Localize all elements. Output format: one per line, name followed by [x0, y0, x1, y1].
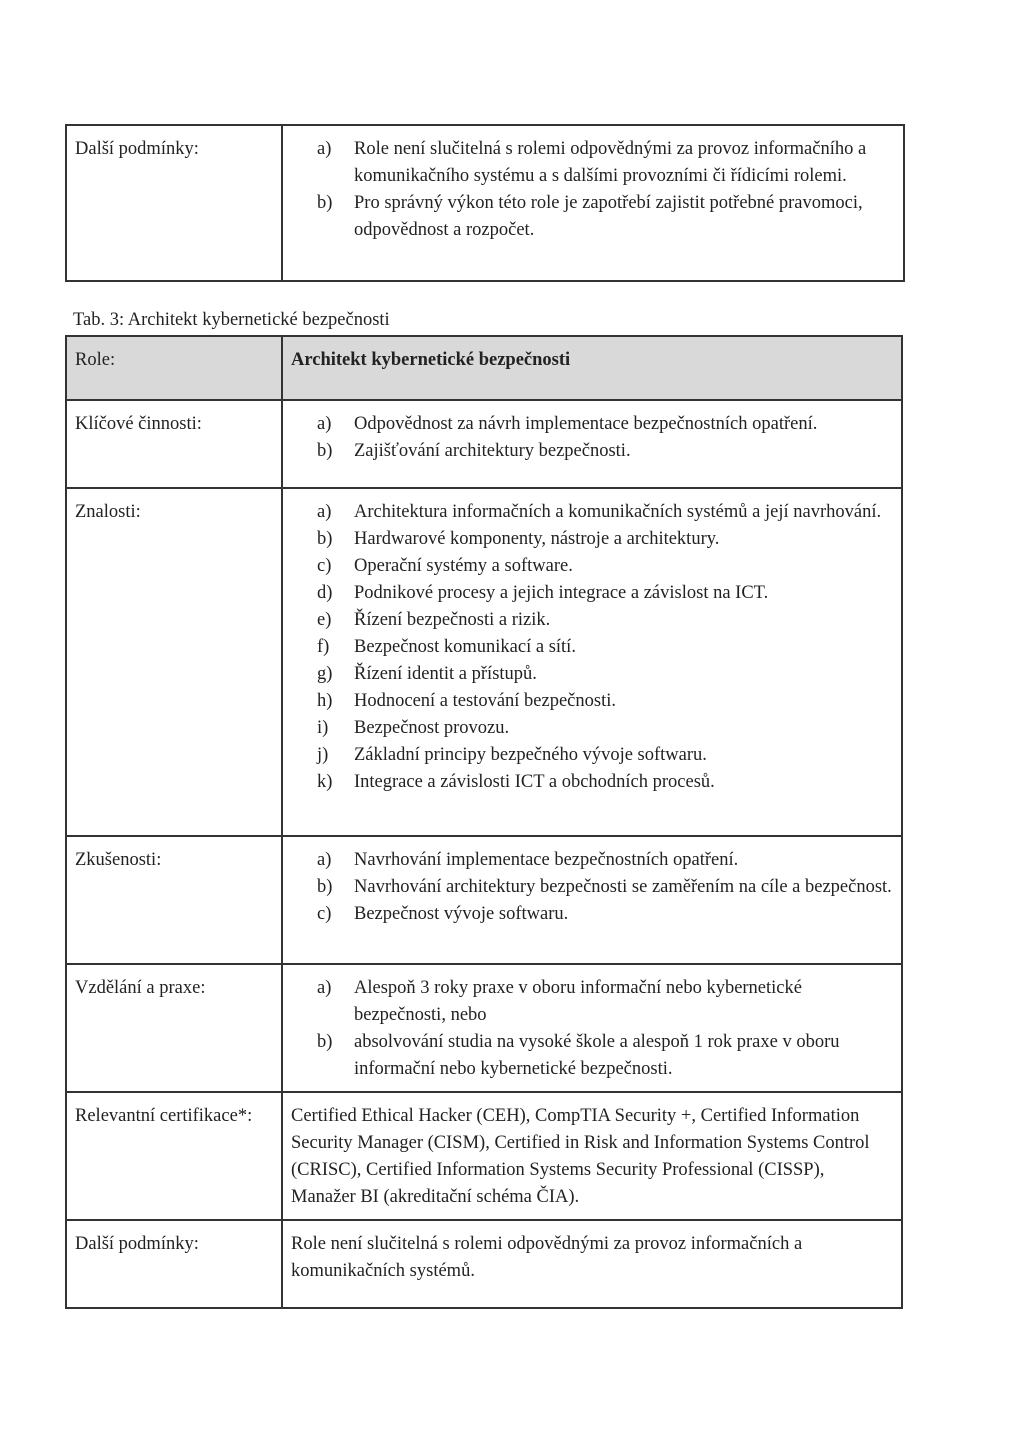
list-text: absolvování studia na vysoké škole a alespoň 1 rok praxe v oboru informační nebo kybernetické bezpečnosti.	[354, 1032, 840, 1079]
list-text: Operační systémy a software.	[354, 556, 573, 576]
list-text: Základní principy bezpečného vývoje softwaru.	[354, 745, 707, 765]
table-row	[66, 836, 902, 964]
cond-label: Další podmínky:	[66, 1220, 282, 1308]
list-marker: b)	[317, 441, 333, 461]
list-text: Hardwarové komponenty, nástroje a architektury.	[354, 529, 720, 549]
list-item	[317, 526, 893, 553]
list-text: Řízení bezpečnosti a rizik.	[354, 610, 551, 630]
list-text: Bezpečnost vývoje softwaru.	[354, 904, 569, 924]
list-marker: a)	[317, 414, 332, 434]
list-item	[317, 975, 893, 1029]
conditions-table	[65, 124, 905, 282]
list-marker: b)	[317, 193, 333, 213]
role-table	[65, 335, 903, 1309]
list-marker: a)	[317, 978, 332, 998]
list-item	[317, 742, 893, 769]
list-text: Architektura informačních a komunikačních systémů a její navrhování.	[354, 502, 882, 522]
list	[317, 499, 893, 796]
cert-value: Certified Ethical Hacker (CEH), CompTIA Security +, Certified Information Security Manager (CISM), Certified in Risk and Information Systems Control (CRISC), Certified Information Systems Security Professional (CISSP), Manažer BI (akreditační schéma ČIA).	[282, 1092, 902, 1220]
row-label: Zkušenosti:	[66, 836, 282, 964]
list-item	[317, 136, 895, 190]
list-marker: a)	[317, 139, 332, 159]
list-marker: c)	[317, 904, 332, 924]
list-item	[317, 411, 893, 438]
cert-label: Relevantní certifikace*:	[66, 1092, 282, 1220]
table-row	[66, 1220, 902, 1308]
list-item	[317, 688, 893, 715]
list-text: Navrhování implementace bezpečnostních opatření.	[354, 850, 739, 870]
role-value: Architekt kybernetické bezpečnosti	[282, 336, 902, 400]
list-text: Odpovědnost za návrh implementace bezpečnostních opatření.	[354, 414, 818, 434]
list-text: Zajišťování architektury bezpečnosti.	[354, 441, 631, 461]
list-item	[317, 847, 893, 874]
list-marker: e)	[317, 610, 332, 630]
list-text: Bezpečnost provozu.	[354, 718, 510, 738]
table-row	[66, 1092, 902, 1220]
list-text: Hodnocení a testování bezpečnosti.	[354, 691, 616, 711]
list-marker: d)	[317, 583, 333, 603]
list-marker: j)	[317, 745, 329, 765]
list-item	[317, 607, 893, 634]
list	[317, 136, 895, 244]
role-label: Role:	[66, 336, 282, 400]
list-marker: b)	[317, 529, 333, 549]
list-item	[317, 1029, 893, 1083]
list-text: Alespoň 3 roky praxe v oboru informační nebo kybernetické bezpečnosti, nebo	[354, 978, 802, 1025]
table-row	[66, 125, 904, 281]
table-row	[66, 336, 902, 400]
table-row	[66, 964, 902, 1092]
list-marker: a)	[317, 850, 332, 870]
list-marker: b)	[317, 1032, 333, 1052]
row-value	[282, 964, 902, 1092]
row-value	[282, 836, 902, 964]
list-text: Bezpečnost komunikací a sítí.	[354, 637, 576, 657]
table-row	[66, 488, 902, 836]
list-marker: i)	[317, 718, 329, 738]
list-item	[317, 190, 895, 244]
row-label: Klíčové činnosti:	[66, 400, 282, 488]
row-value	[282, 400, 902, 488]
list-marker: b)	[317, 877, 333, 897]
list-marker: h)	[317, 691, 333, 711]
list-item	[317, 634, 893, 661]
list-item	[317, 901, 893, 928]
list	[317, 975, 893, 1083]
list-text: Integrace a závislosti ICT a obchodních procesů.	[354, 772, 715, 792]
list-text: Řízení identit a přístupů.	[354, 664, 537, 684]
list-text: Podnikové procesy a jejich integrace a závislost na ICT.	[354, 583, 769, 603]
list-item	[317, 499, 893, 526]
list-text: Pro správný výkon této role je zapotřebí zajistit potřebné pravomoci, odpovědnost a rozpočet.	[354, 193, 863, 240]
row-label: Další podmínky:	[66, 125, 282, 281]
table-row	[66, 400, 902, 488]
list-item	[317, 438, 893, 465]
table-caption: Tab. 3: Architekt kybernetické bezpečnosti	[73, 310, 390, 330]
list	[317, 411, 893, 465]
list-text: Navrhování architektury bezpečnosti se zaměřením na cíle a bezpečnost.	[354, 877, 892, 897]
list-text: Role není slučitelná s rolemi odpovědnými za provoz informačního a komunikačního systému a s dalšími provozními či řídicími rolemi.	[354, 139, 867, 186]
row-value	[282, 488, 902, 836]
list-marker: c)	[317, 556, 332, 576]
list-item	[317, 553, 893, 580]
row-label: Vzdělání a praxe:	[66, 964, 282, 1092]
list-item	[317, 874, 893, 901]
list-marker: g)	[317, 664, 333, 684]
list-item	[317, 715, 893, 742]
list-item	[317, 661, 893, 688]
cond-value: Role není slučitelná s rolemi odpovědnými za provoz informačních a komunikačních systémů.	[282, 1220, 902, 1308]
list-item	[317, 769, 893, 796]
row-label: Znalosti:	[66, 488, 282, 836]
row-value	[282, 125, 904, 281]
list-marker: a)	[317, 502, 332, 522]
list-item	[317, 580, 893, 607]
list-marker: f)	[317, 637, 330, 657]
list	[317, 847, 893, 928]
list-marker: k)	[317, 772, 333, 792]
